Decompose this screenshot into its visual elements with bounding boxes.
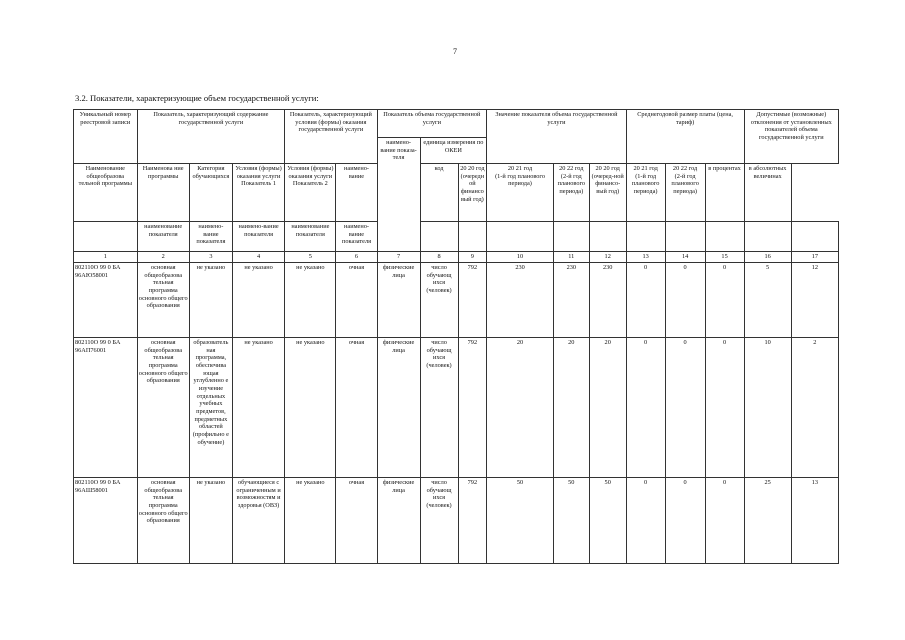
value-year-3: 20 <box>589 338 626 478</box>
deviation-absolute: 13 <box>791 478 838 564</box>
header-content-indicator: Показатель, характеризующий содержание государственной услуги <box>137 110 285 164</box>
blank-cell <box>705 222 744 252</box>
deviation-percent: 25 <box>744 478 791 564</box>
students-category: не указано <box>232 263 284 338</box>
deviation-absolute: 12 <box>791 263 838 338</box>
header-indicator-name: наимено-вание показа-теля <box>377 138 420 252</box>
header-unit-okei: единица измерения по ОКЕИ <box>420 138 487 164</box>
registry-number: 802110О 99 0 БА 96АП76001 <box>74 338 138 478</box>
volume-indicators-table <box>73 109 839 564</box>
column-number: 4 <box>232 252 284 263</box>
blank-cell <box>626 222 665 252</box>
header-fee-year-1 <box>589 164 626 222</box>
fee-year-1-note: (очеред-ной финансо-вый год) <box>591 172 624 196</box>
header-avg-fee: Среднегодовой размер платы (цена, тариф) <box>626 110 744 164</box>
value-year-2: 230 <box>553 263 589 338</box>
header-in-percent: в процентах <box>705 164 744 222</box>
recipient: физические лица <box>377 263 420 338</box>
unit-code: 792 <box>458 478 487 564</box>
fee-year-1: 0 <box>626 263 665 338</box>
column-number: 3 <box>189 252 232 263</box>
header-row-1 <box>74 110 839 138</box>
table-row <box>74 478 839 564</box>
condition-2: очная <box>336 338 377 478</box>
column-number: 17 <box>791 252 838 263</box>
column-number: 16 <box>744 252 791 263</box>
fee-year-3-label: 20 22 год <box>672 165 698 172</box>
value-year-1-label: 20 20 год <box>460 165 485 172</box>
indicator-name-c6: наимено-вание показателя <box>336 222 377 252</box>
condition-2: очная <box>336 478 377 564</box>
fee-year-2: 0 <box>665 338 705 478</box>
sub-header-conditions-2: Условия (формы) оказания услуги Показатель 2 <box>285 164 336 222</box>
fee-year-3: 0 <box>705 478 744 564</box>
program: образоватeль ная программа, обеспечива ющая углубленно е изучение отдельных учебных предметов, предметных областей (профильно е обучение) <box>189 338 232 478</box>
fee-year-1-label: 20 20 год <box>595 165 620 172</box>
value-year-3-label: 20 22 год <box>559 165 584 172</box>
indicator-name-c2: наименование показателя <box>137 222 189 252</box>
header-fee-year-3 <box>665 164 705 222</box>
column-number: 13 <box>626 252 665 263</box>
sub-header-conditions-1: Условия (формы) оказания услуги Показатель 1 <box>232 164 284 222</box>
header-value-year-3 <box>553 164 589 222</box>
section-title: 3.2. Показатели, характеризующие объем государственной услуги: <box>75 93 319 103</box>
fee-year-3-note: (2-й год планового периода) <box>671 172 699 196</box>
blank-cell <box>589 222 626 252</box>
column-number: 11 <box>553 252 589 263</box>
column-number: 15 <box>705 252 744 263</box>
blank-cell <box>74 222 138 252</box>
program: не указано <box>189 478 232 564</box>
registry-number: 802110О 99 0 БА 96АШ58001 <box>74 478 138 564</box>
deviation-percent: 5 <box>744 263 791 338</box>
condition-1: не указано <box>285 478 336 564</box>
program-name: основная общеобразова тельная программа основного общего образования <box>137 478 189 564</box>
indicator-name-c5: наименование показателя <box>285 222 336 252</box>
sub-header-students-category: Категория обучающихся <box>189 164 232 222</box>
fee-year-2: 0 <box>665 478 705 564</box>
column-number: 10 <box>487 252 554 263</box>
blank-cell <box>458 222 487 252</box>
value-year-1: 20 <box>487 338 554 478</box>
blank-cell <box>744 222 791 252</box>
indicator-name-c4: наимено-вание показателя <box>232 222 284 252</box>
table-row <box>74 338 839 478</box>
unit-name: число обучающ ихся (человек) <box>420 478 458 564</box>
registry-number: 802110О 99 0 БА 96АЮ58001 <box>74 263 138 338</box>
condition-1: не указано <box>285 338 336 478</box>
header-volume-value: Значение показателя объема государственной услуги <box>487 110 626 164</box>
sub-header-program: Наименова ние программы <box>137 164 189 222</box>
table-row <box>74 263 839 338</box>
value-year-1: 50 <box>487 478 554 564</box>
column-number: 14 <box>665 252 705 263</box>
header-conditions-indicator: Показатель, характеризующий условия (формы) оказания государственной услуги <box>285 110 377 164</box>
value-year-3: 50 <box>589 478 626 564</box>
blank-cell <box>420 222 458 252</box>
header-unit-code: код <box>420 164 458 222</box>
program-name: основная общеобразова тельная программа основного общего образования <box>137 338 189 478</box>
blank-cell <box>487 222 554 252</box>
value-year-3-note: (2-й год планового периода) <box>557 172 586 196</box>
column-number: 6 <box>336 252 377 263</box>
fee-year-2-note: (1-й год планового периода) <box>631 172 660 196</box>
indicator-name-c3: наимено-вание показателя <box>189 222 232 252</box>
fee-year-1: 0 <box>626 478 665 564</box>
unit-name: число обучающ ихся (человек) <box>420 338 458 478</box>
blank-cell <box>553 222 589 252</box>
program: не указано <box>189 263 232 338</box>
value-year-1: 230 <box>487 263 554 338</box>
fee-year-1: 0 <box>626 338 665 478</box>
fee-year-3: 0 <box>705 338 744 478</box>
header-row-4 <box>74 222 839 252</box>
column-number: 1 <box>74 252 138 263</box>
page-number: 7 <box>453 47 457 56</box>
column-number: 12 <box>589 252 626 263</box>
recipient: физические лица <box>377 338 420 478</box>
program-name: основная общеобразова тельная программа основного общего образования <box>137 263 189 338</box>
unit-code: 792 <box>458 338 487 478</box>
value-year-1-note: (очередной финансовый год) <box>460 172 485 203</box>
header-unique-number: Уникальный номер реестровой записи <box>74 110 138 164</box>
column-number: 7 <box>377 252 420 263</box>
column-number: 5 <box>285 252 336 263</box>
header-row-3 <box>74 164 839 222</box>
column-number: 9 <box>458 252 487 263</box>
header-in-absolute: в абсолютных величинах <box>744 164 791 222</box>
value-year-2-label: 20 21 год <box>507 165 533 172</box>
students-category: обучающиеся с ограниченным и возможностям и здоровья (ОВЗ) <box>232 478 284 564</box>
unit-code: 792 <box>458 263 487 338</box>
blank-cell <box>791 222 838 252</box>
students-category: не указано <box>232 338 284 478</box>
sub-header-program-name: Наименование общеобразова тельной программы <box>74 164 138 222</box>
condition-2: очная <box>336 263 377 338</box>
value-year-2: 50 <box>553 478 589 564</box>
column-number: 8 <box>420 252 458 263</box>
column-numbers-row <box>74 252 839 263</box>
header-value-year-2 <box>487 164 554 222</box>
unit-name: число обучающ ихся (человек) <box>420 263 458 338</box>
column-number: 2 <box>137 252 189 263</box>
value-year-3: 230 <box>589 263 626 338</box>
value-year-2-note: (1-й год планового периода) <box>495 172 545 188</box>
fee-year-2-label: 20 21 год <box>633 165 658 172</box>
value-year-2: 20 <box>553 338 589 478</box>
deviation-absolute: 2 <box>791 338 838 478</box>
header-volume-indicator: Показатель объема государственной услуги <box>377 110 487 138</box>
condition-1: не указано <box>285 263 336 338</box>
recipient: физические лица <box>377 478 420 564</box>
header-unit-name: наимено-вание <box>336 164 377 222</box>
header-fee-year-2 <box>626 164 665 222</box>
fee-year-2: 0 <box>665 263 705 338</box>
deviation-percent: 10 <box>744 338 791 478</box>
header-deviations: Допустимые (возможные) отклонения от установленных показателей объема государственной услуги <box>744 110 838 164</box>
blank-cell <box>665 222 705 252</box>
fee-year-3: 0 <box>705 263 744 338</box>
header-value-year-1 <box>458 164 487 222</box>
